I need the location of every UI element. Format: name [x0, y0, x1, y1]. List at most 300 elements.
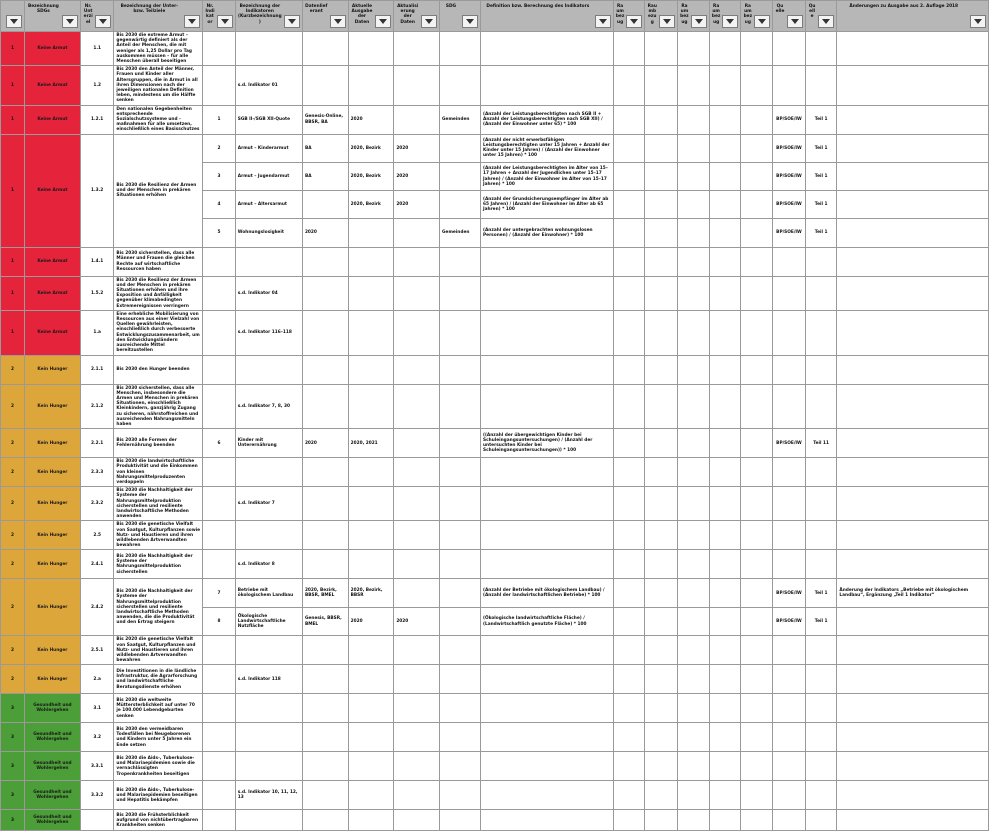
data-update-cell[interactable] — [394, 276, 440, 310]
spatial-cell[interactable] — [709, 550, 741, 579]
source-cell[interactable] — [773, 636, 806, 665]
changes-note-cell[interactable] — [837, 191, 989, 219]
sdg-number-cell[interactable]: 2 — [1, 458, 25, 487]
sdg-number-cell[interactable]: 2 — [1, 636, 25, 665]
spatial-cell[interactable] — [645, 752, 678, 781]
definition-cell[interactable]: (Anzahl der nicht erwerbsfähigen Leistungsberechtigten unter 15 Jahren + Anzahl der Kinder unter 15 Jahren) / (Anzahl der Einwohner unter 15 Jahren) * 100 — [481, 134, 614, 162]
source-cell[interactable] — [773, 723, 806, 752]
target-number-cell[interactable]: 2.4.1 — [80, 550, 114, 579]
source-cell[interactable]: BP/SOE/IW — [773, 162, 806, 190]
data-source-cell[interactable]: 2020 — [302, 219, 348, 247]
spatial-cell[interactable] — [709, 32, 741, 66]
sdg-number-cell[interactable]: 3 — [1, 752, 25, 781]
spatial-cell[interactable] — [741, 665, 773, 694]
sdg-name-cell[interactable]: Keine Armut — [24, 247, 80, 276]
indicator-number-cell[interactable] — [203, 247, 236, 276]
indicator-number-cell[interactable]: 6 — [203, 429, 236, 458]
spatial-cell[interactable] — [741, 105, 773, 134]
indicator-number-cell[interactable] — [203, 487, 236, 521]
target-number-cell[interactable]: 1.2 — [80, 66, 114, 105]
part-cell[interactable]: Teil 1 — [805, 134, 837, 162]
indicator-name-cell[interactable]: SGB II-/SGB XII-Quote — [235, 105, 302, 134]
part-cell[interactable] — [805, 781, 837, 810]
sdg-name-cell[interactable]: Kein Hunger — [24, 487, 80, 521]
spatial-cell[interactable] — [678, 219, 710, 247]
part-cell[interactable]: Teil 1 — [805, 105, 837, 134]
data-source-cell[interactable] — [302, 694, 348, 723]
data-source-cell[interactable]: Genesis, BBSR, BMEL — [302, 607, 348, 636]
sdg-name-cell[interactable]: Kein Hunger — [24, 458, 80, 487]
spatial-cell[interactable] — [709, 752, 741, 781]
indicator-number-cell[interactable] — [203, 550, 236, 579]
definition-cell[interactable] — [481, 247, 614, 276]
data-source-cell[interactable] — [302, 723, 348, 752]
target-number-cell[interactable]: 2.a — [80, 665, 114, 694]
filter-dropdown-button[interactable] — [970, 15, 986, 28]
part-cell[interactable] — [805, 310, 837, 355]
spatial-cell[interactable] — [709, 384, 741, 429]
spatial-cell[interactable] — [613, 276, 645, 310]
target-text-cell[interactable]: Bis 2030 den Anteil der Männer, Frauen und Kinder aller Altersgruppen, die in Armut in all ihren Dimensionen nach der jeweiligen nationalen Definition leben, mindestens um die Hälfte senken — [114, 66, 203, 105]
filter-dropdown-button[interactable] — [62, 15, 78, 28]
spatial-cell[interactable] — [678, 521, 710, 550]
spatial-cell[interactable] — [678, 66, 710, 105]
part-cell[interactable] — [805, 810, 837, 831]
part-cell[interactable] — [805, 32, 837, 66]
indicator-name-cell[interactable]: s.d. Indikator 04 — [235, 276, 302, 310]
spatial-cell[interactable] — [678, 247, 710, 276]
target-text-cell[interactable]: Bis 2020 die genetische Vielfalt von Saatgut, Kulturpflanzen und Nutz- und Haustieren und ihren wildlebenden Artverwandten bewahren — [114, 636, 203, 665]
definition-cell[interactable] — [481, 276, 614, 310]
target-text-cell[interactable]: Bis 2030 die Resilienz der Armen und der Menschen in prekären Situationen erhöhen und ihre Exposition und Anfälligkeit gegenüber klimabedingten Extremereignissen verringern — [114, 276, 203, 310]
filter-dropdown-button[interactable] — [330, 15, 346, 28]
source-cell[interactable] — [773, 810, 806, 831]
target-number-cell[interactable]: 1.4.1 — [80, 247, 114, 276]
changes-note-cell[interactable] — [837, 752, 989, 781]
sdg-number-cell[interactable]: 3 — [1, 781, 25, 810]
data-source-cell[interactable] — [302, 550, 348, 579]
spatial-cell[interactable] — [709, 191, 741, 219]
spatial-cell[interactable] — [709, 105, 741, 134]
spatial-cell[interactable] — [678, 487, 710, 521]
definition-cell[interactable] — [481, 665, 614, 694]
data-update-cell[interactable] — [394, 579, 440, 608]
spatial-cell[interactable] — [645, 665, 678, 694]
spatial-cell[interactable] — [678, 162, 710, 190]
spatial-cell[interactable] — [709, 487, 741, 521]
changes-note-cell[interactable] — [837, 310, 989, 355]
spatial-cell[interactable] — [741, 191, 773, 219]
data-source-cell[interactable]: 2020 — [302, 429, 348, 458]
indicator-number-cell[interactable] — [203, 276, 236, 310]
target-text-cell[interactable]: Bis 2030 alle Formen der Fehlernährung beenden — [114, 429, 203, 458]
target-text-cell[interactable]: Bis 2030 den Hunger beenden — [114, 355, 203, 384]
changes-note-cell[interactable] — [837, 810, 989, 831]
spatial-level-cell[interactable] — [440, 429, 481, 458]
indicator-number-cell[interactable] — [203, 752, 236, 781]
target-number-cell[interactable]: 1.2.1 — [80, 105, 114, 134]
target-number-cell[interactable]: 2.1.1 — [80, 355, 114, 384]
spatial-cell[interactable] — [645, 550, 678, 579]
target-text-cell[interactable]: Bis 2030 die Nachhaltigkeit der Systeme der Nahrungsmittelproduktion sicherstellen — [114, 550, 203, 579]
target-text-cell[interactable]: Eine erhebliche Mobilisierung von Ressourcen aus einer Vielzahl von Quellen gewährleisten, einschließlich durch verbesserte Entwicklungszusammenarbeit, um den Entwicklungsländern ausreichende Mittel bereitzustellen — [114, 310, 203, 355]
spatial-cell[interactable] — [613, 723, 645, 752]
source-cell[interactable] — [773, 276, 806, 310]
changes-note-cell[interactable] — [837, 636, 989, 665]
target-text-cell[interactable]: Bis 2030 die extreme Armut – gegenwärtig definiert als der Anteil der Menschen, die mit weniger als 1,25 Dollar pro Tag auskommen müssen – für alle Menschen überall beseitigen — [114, 32, 203, 66]
spatial-cell[interactable] — [645, 487, 678, 521]
indicator-number-cell[interactable]: 3 — [203, 162, 236, 190]
part-cell[interactable]: Teil 11 — [805, 429, 837, 458]
spatial-cell[interactable] — [678, 32, 710, 66]
indicator-number-cell[interactable] — [203, 66, 236, 105]
spatial-cell[interactable] — [741, 781, 773, 810]
changes-note-cell[interactable] — [837, 665, 989, 694]
data-current-cell[interactable] — [348, 550, 394, 579]
source-cell[interactable] — [773, 781, 806, 810]
sdg-number-cell[interactable]: 1 — [1, 105, 25, 134]
spatial-cell[interactable] — [645, 276, 678, 310]
data-source-cell[interactable]: BA — [302, 162, 348, 190]
data-source-cell[interactable]: 2020, Bezirk, BBSR, BMEL — [302, 579, 348, 608]
target-text-cell[interactable]: Bis 2030 die genetische Vielfalt von Saatgut, Kulturpflanzen sowie Nutz- und Haustieren und ihren wildlebenden Artverwandten bewahren — [114, 521, 203, 550]
sdg-name-cell[interactable]: Kein Hunger — [24, 550, 80, 579]
part-cell[interactable] — [805, 636, 837, 665]
data-update-cell[interactable] — [394, 458, 440, 487]
spatial-cell[interactable] — [645, 607, 678, 636]
spatial-cell[interactable] — [741, 723, 773, 752]
spatial-cell[interactable] — [678, 607, 710, 636]
changes-note-cell[interactable] — [837, 384, 989, 429]
spatial-level-cell[interactable] — [440, 723, 481, 752]
definition-cell[interactable]: (Ökologische landwirtschaftliche Fläche) / (Landwirtschaftlich genutzte Fläche) * 100 — [481, 607, 614, 636]
indicator-name-cell[interactable]: s.d. Indikator 7 — [235, 487, 302, 521]
spatial-cell[interactable] — [709, 607, 741, 636]
spatial-cell[interactable] — [741, 247, 773, 276]
spatial-cell[interactable] — [613, 219, 645, 247]
filter-dropdown-button[interactable] — [462, 15, 478, 28]
spatial-cell[interactable] — [645, 191, 678, 219]
data-source-cell[interactable] — [302, 521, 348, 550]
data-update-cell[interactable] — [394, 105, 440, 134]
spatial-cell[interactable] — [741, 550, 773, 579]
data-current-cell[interactable] — [348, 752, 394, 781]
indicator-number-cell[interactable]: 1 — [203, 105, 236, 134]
spatial-cell[interactable] — [709, 723, 741, 752]
spatial-cell[interactable] — [613, 105, 645, 134]
data-current-cell[interactable]: 2020, Bezirk — [348, 134, 394, 162]
sdg-name-cell[interactable]: Keine Armut — [24, 66, 80, 105]
data-update-cell[interactable] — [394, 310, 440, 355]
sdg-number-cell[interactable]: 2 — [1, 665, 25, 694]
spatial-cell[interactable] — [741, 752, 773, 781]
changes-note-cell[interactable] — [837, 723, 989, 752]
target-text-cell[interactable]: Bis 2030 sicherstellen, dass alle Menschen, insbesondere die Armen und Menschen in prekären Situationen, einschließlich Kleinkindern, ganzjährig Zugang zu sicheren, nährstoffreichen und ausreichenden Nahrungsmitteln haben — [114, 384, 203, 429]
spatial-cell[interactable] — [709, 310, 741, 355]
spatial-level-cell[interactable] — [440, 607, 481, 636]
target-number-cell[interactable]: 2.3.3 — [80, 458, 114, 487]
sdg-number-cell[interactable]: 2 — [1, 384, 25, 429]
target-text-cell[interactable]: Die Investitionen in die ländliche Infrastruktur, die Agrarforschung und landwirtschaftliche Beratungsdienste erhöhen — [114, 665, 203, 694]
indicator-name-cell[interactable] — [235, 723, 302, 752]
spatial-cell[interactable] — [678, 752, 710, 781]
part-cell[interactable] — [805, 723, 837, 752]
spatial-cell[interactable] — [613, 429, 645, 458]
spatial-cell[interactable] — [613, 487, 645, 521]
sdg-name-cell[interactable]: Gesundheit und Wohlergehen — [24, 752, 80, 781]
spatial-cell[interactable] — [678, 636, 710, 665]
definition-cell[interactable] — [481, 310, 614, 355]
filter-dropdown-button[interactable] — [421, 15, 437, 28]
indicator-number-cell[interactable]: 2 — [203, 134, 236, 162]
definition-cell[interactable] — [481, 458, 614, 487]
data-source-cell[interactable] — [302, 355, 348, 384]
source-cell[interactable]: BP/SOE/IW — [773, 191, 806, 219]
spatial-level-cell[interactable] — [440, 276, 481, 310]
definition-cell[interactable] — [481, 355, 614, 384]
changes-note-cell[interactable] — [837, 66, 989, 105]
sdg-name-cell[interactable]: Keine Armut — [24, 105, 80, 134]
sdg-number-cell[interactable]: 1 — [1, 247, 25, 276]
spatial-cell[interactable] — [613, 66, 645, 105]
indicator-number-cell[interactable] — [203, 310, 236, 355]
spatial-level-cell[interactable] — [440, 384, 481, 429]
sdg-number-cell[interactable]: 1 — [1, 310, 25, 355]
target-number-cell[interactable]: 2.5 — [80, 521, 114, 550]
changes-note-cell[interactable] — [837, 487, 989, 521]
data-update-cell[interactable] — [394, 384, 440, 429]
filter-dropdown-button[interactable] — [659, 15, 675, 28]
spatial-cell[interactable] — [645, 810, 678, 831]
spatial-cell[interactable] — [678, 665, 710, 694]
part-cell[interactable] — [805, 458, 837, 487]
spatial-cell[interactable] — [709, 665, 741, 694]
spatial-level-cell[interactable] — [440, 665, 481, 694]
indicator-number-cell[interactable] — [203, 32, 236, 66]
indicator-number-cell[interactable] — [203, 810, 236, 831]
changes-note-cell[interactable] — [837, 429, 989, 458]
part-cell[interactable] — [805, 694, 837, 723]
spatial-cell[interactable] — [645, 521, 678, 550]
spatial-level-cell[interactable] — [440, 521, 481, 550]
filter-dropdown-button[interactable] — [95, 15, 111, 28]
data-source-cell[interactable]: Genesis-Online, BBSR, BA — [302, 105, 348, 134]
data-current-cell[interactable] — [348, 521, 394, 550]
spatial-cell[interactable] — [613, 694, 645, 723]
spatial-cell[interactable] — [645, 579, 678, 608]
data-update-cell[interactable] — [394, 665, 440, 694]
spatial-cell[interactable] — [678, 191, 710, 219]
indicator-number-cell[interactable] — [203, 521, 236, 550]
spatial-cell[interactable] — [645, 723, 678, 752]
source-cell[interactable]: BP/SOE/IW — [773, 607, 806, 636]
source-cell[interactable] — [773, 66, 806, 105]
definition-cell[interactable] — [481, 32, 614, 66]
spatial-cell[interactable] — [645, 32, 678, 66]
data-current-cell[interactable] — [348, 781, 394, 810]
spatial-cell[interactable] — [678, 694, 710, 723]
source-cell[interactable] — [773, 355, 806, 384]
data-source-cell[interactable] — [302, 665, 348, 694]
filter-dropdown-button[interactable] — [754, 15, 770, 28]
data-update-cell[interactable] — [394, 781, 440, 810]
data-update-cell[interactable] — [394, 752, 440, 781]
definition-cell[interactable]: (Anzahl der untergebrachten wohnungslosen Personen) / (Anzahl der Einwohner) * 100 — [481, 219, 614, 247]
data-current-cell[interactable] — [348, 723, 394, 752]
spatial-level-cell[interactable] — [440, 66, 481, 105]
definition-cell[interactable] — [481, 810, 614, 831]
spatial-cell[interactable] — [613, 550, 645, 579]
part-cell[interactable]: Teil 1 — [805, 162, 837, 190]
source-cell[interactable] — [773, 487, 806, 521]
spatial-cell[interactable] — [741, 579, 773, 608]
spatial-cell[interactable] — [741, 276, 773, 310]
spatial-cell[interactable] — [645, 781, 678, 810]
definition-cell[interactable] — [481, 550, 614, 579]
spatial-cell[interactable] — [678, 276, 710, 310]
spatial-level-cell[interactable] — [440, 247, 481, 276]
data-source-cell[interactable] — [302, 191, 348, 219]
spatial-cell[interactable] — [645, 384, 678, 429]
spatial-cell[interactable] — [678, 355, 710, 384]
sdg-name-cell[interactable]: Keine Armut — [24, 32, 80, 66]
data-update-cell[interactable]: 2020 — [394, 607, 440, 636]
spatial-cell[interactable] — [613, 247, 645, 276]
spatial-cell[interactable] — [645, 105, 678, 134]
sdg-number-cell[interactable]: 3 — [1, 694, 25, 723]
indicator-number-cell[interactable] — [203, 781, 236, 810]
spatial-cell[interactable] — [613, 579, 645, 608]
data-current-cell[interactable] — [348, 310, 394, 355]
target-text-cell[interactable]: Bis 2030 sicherstellen, dass alle Männer und Frauen die gleichen Rechte auf wirtschaftliche Ressourcen haben — [114, 247, 203, 276]
data-update-cell[interactable] — [394, 550, 440, 579]
spatial-level-cell[interactable] — [440, 810, 481, 831]
filter-dropdown-button[interactable] — [375, 15, 391, 28]
target-text-cell[interactable]: Bis 2030 die Aids-, Tuberkulose- und Malariaepidemien beseitigen und Hepatitis bekämpfen — [114, 781, 203, 810]
spatial-cell[interactable] — [741, 607, 773, 636]
data-update-cell[interactable] — [394, 355, 440, 384]
indicator-name-cell[interactable]: s.d. Indikator 01 — [235, 66, 302, 105]
changes-note-cell[interactable] — [837, 105, 989, 134]
changes-note-cell[interactable] — [837, 134, 989, 162]
data-source-cell[interactable] — [302, 636, 348, 665]
sdg-name-cell[interactable]: Kein Hunger — [24, 384, 80, 429]
changes-note-cell[interactable] — [837, 550, 989, 579]
data-current-cell[interactable] — [348, 487, 394, 521]
sdg-name-cell[interactable]: Gesundheit und Wohlergehen — [24, 723, 80, 752]
indicator-number-cell[interactable] — [203, 384, 236, 429]
data-source-cell[interactable] — [302, 310, 348, 355]
data-update-cell[interactable] — [394, 694, 440, 723]
filter-dropdown-button[interactable] — [722, 15, 738, 28]
spatial-level-cell[interactable] — [440, 694, 481, 723]
target-text-cell[interactable]: Bis 2030 die landwirtschaftliche Produktivität und die Einkommen von kleinen Nahrungsmittelproduzenten verdoppeln — [114, 458, 203, 487]
target-text-cell[interactable]: Bis 2030 die weltweite Müttersterblichkeit auf unter 70 je 100.000 Lebendgeburten senken — [114, 694, 203, 723]
source-cell[interactable]: BP/SOE/IW — [773, 134, 806, 162]
indicator-name-cell[interactable]: s.d. Indikator 116–118 — [235, 310, 302, 355]
definition-cell[interactable] — [481, 781, 614, 810]
changes-note-cell[interactable]: Änderung der Indikators „Betriebe mit ökologischem Landbau“, Ergänzung „Teil 1 Indikator“ — [837, 579, 989, 608]
target-text-cell[interactable]: Bis 2030 den vermeidbaren Todesfällen bei Neugeborenen und Kindern unter 5 Jahren ein Ende setzen — [114, 723, 203, 752]
data-current-cell[interactable] — [348, 636, 394, 665]
definition-cell[interactable] — [481, 694, 614, 723]
indicator-number-cell[interactable]: 5 — [203, 219, 236, 247]
source-cell[interactable] — [773, 752, 806, 781]
filter-dropdown-button[interactable] — [626, 15, 642, 28]
indicator-name-cell[interactable]: Betriebe mit ökologischem Landbau — [235, 579, 302, 608]
part-cell[interactable] — [805, 384, 837, 429]
target-number-cell[interactable] — [80, 810, 114, 831]
changes-note-cell[interactable] — [837, 521, 989, 550]
spatial-cell[interactable] — [613, 32, 645, 66]
definition-cell[interactable] — [481, 66, 614, 105]
data-current-cell[interactable]: 2020, Bezirk, BBSR — [348, 579, 394, 608]
indicator-name-cell[interactable] — [235, 32, 302, 66]
indicator-name-cell[interactable]: s.d. Indikator 10, 11, 12, 13 — [235, 781, 302, 810]
target-number-cell[interactable]: 2.3.2 — [80, 487, 114, 521]
indicator-name-cell[interactable] — [235, 458, 302, 487]
part-cell[interactable] — [805, 550, 837, 579]
spatial-cell[interactable] — [678, 550, 710, 579]
data-update-cell[interactable] — [394, 32, 440, 66]
source-cell[interactable] — [773, 310, 806, 355]
sdg-number-cell[interactable]: 1 — [1, 32, 25, 66]
data-current-cell[interactable]: 2020, 2021 — [348, 429, 394, 458]
sdg-number-cell[interactable]: 2 — [1, 579, 25, 636]
definition-cell[interactable] — [481, 384, 614, 429]
target-number-cell[interactable]: 3.3.2 — [80, 781, 114, 810]
target-text-cell[interactable]: Bis 2030 die Nachhaltigkeit der Systeme der Nahrungsmittelproduktion sicherstellen und resiliente landwirtschaftliche Methoden anwenden — [114, 487, 203, 521]
spatial-cell[interactable] — [741, 636, 773, 665]
indicator-number-cell[interactable]: 4 — [203, 191, 236, 219]
sdg-name-cell[interactable]: Kein Hunger — [24, 429, 80, 458]
sdg-number-cell[interactable]: 1 — [1, 66, 25, 105]
data-current-cell[interactable] — [348, 32, 394, 66]
spatial-cell[interactable] — [741, 219, 773, 247]
data-current-cell[interactable] — [348, 458, 394, 487]
spatial-level-cell[interactable] — [440, 191, 481, 219]
target-number-cell[interactable]: 1.3.2 — [80, 134, 114, 247]
spatial-cell[interactable] — [709, 247, 741, 276]
sdg-name-cell[interactable]: Gesundheit und Wohlergehen — [24, 781, 80, 810]
sdg-number-cell[interactable]: 2 — [1, 429, 25, 458]
spatial-cell[interactable] — [678, 810, 710, 831]
spatial-cell[interactable] — [709, 694, 741, 723]
spatial-cell[interactable] — [645, 458, 678, 487]
target-number-cell[interactable]: 2.4.2 — [80, 579, 114, 636]
data-update-cell[interactable] — [394, 247, 440, 276]
spatial-cell[interactable] — [741, 429, 773, 458]
changes-note-cell[interactable] — [837, 276, 989, 310]
source-cell[interactable] — [773, 384, 806, 429]
data-update-cell[interactable]: 2020 — [394, 162, 440, 190]
changes-note-cell[interactable] — [837, 607, 989, 636]
data-current-cell[interactable]: 2020 — [348, 607, 394, 636]
spatial-cell[interactable] — [678, 723, 710, 752]
changes-note-cell[interactable] — [837, 247, 989, 276]
data-current-cell[interactable] — [348, 355, 394, 384]
spatial-cell[interactable] — [613, 458, 645, 487]
indicator-name-cell[interactable]: Armut – Altersarmut — [235, 191, 302, 219]
sdg-name-cell[interactable]: Kein Hunger — [24, 355, 80, 384]
source-cell[interactable]: BP/SOE/IW — [773, 105, 806, 134]
sdg-number-cell[interactable]: 2 — [1, 487, 25, 521]
indicator-name-cell[interactable]: Kinder mit Unterernährung — [235, 429, 302, 458]
sdg-number-cell[interactable]: 2 — [1, 550, 25, 579]
spatial-cell[interactable] — [645, 134, 678, 162]
spatial-cell[interactable] — [709, 134, 741, 162]
spatial-level-cell[interactable] — [440, 752, 481, 781]
